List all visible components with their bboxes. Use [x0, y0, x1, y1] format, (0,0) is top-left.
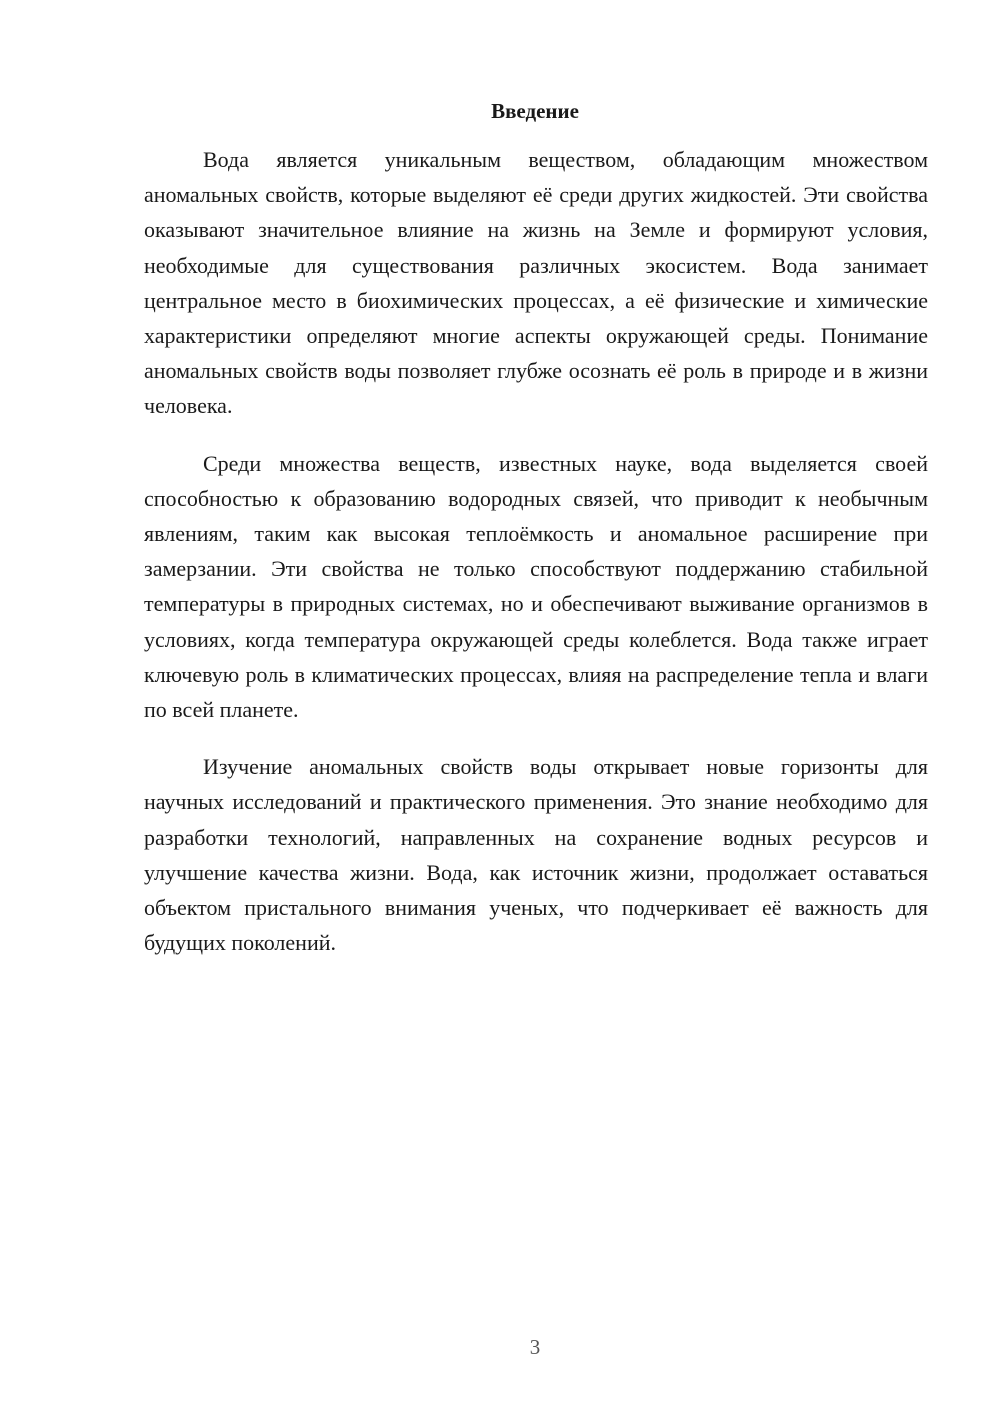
paragraph-3: Изучение аномальных свойств воды открывает новые горизонты для научных исследований и практического применения. Это знание необходимо для разработки технологий, направленных на сохранение водных ресурсов и улучшение качества жизни. Вода, как источник жизни, продолжает оставаться объектом пристального внимания ученых, что подчеркивает её важность для будущих поколений.	[144, 754, 928, 956]
page-number: 3	[529, 1335, 541, 1359]
paragraph-2: Среди множества веществ, известных науке, вода выделяется своей способностью к образованию водородных связей, что приводит к необычным явлениям, таким как высокая теплоёмкость и аномальное расширение при замерзании. Эти свойства не только способствуют поддержанию стабильной температуры в природных системах, но и обеспечивают выживание организмов в условиях, когда температура окружающей среды колеблется. Вода также играет ключевую роль в климатических процессах, влияя на распределение тепла и влаги по всей планете.	[144, 450, 928, 723]
section-heading: Введение	[491, 99, 579, 123]
body-text	[144, 142, 928, 982]
paragraph-1: Вода является уникальным веществом, обладающим множеством аномальных свойств, которые выделяют её среди других жидкостей. Эти свойства оказывают значительное влияние на жизнь на Земле и формируют условия, необходимые для существования различных экосистем. Вода занимает центральное место в биохимических процессах, а её физические и химические характеристики определяют многие аспекты окружающей среды. Понимание аномальных свойств воды позволяет глубже осознать её роль в природе и в жизни человека.	[144, 147, 928, 419]
